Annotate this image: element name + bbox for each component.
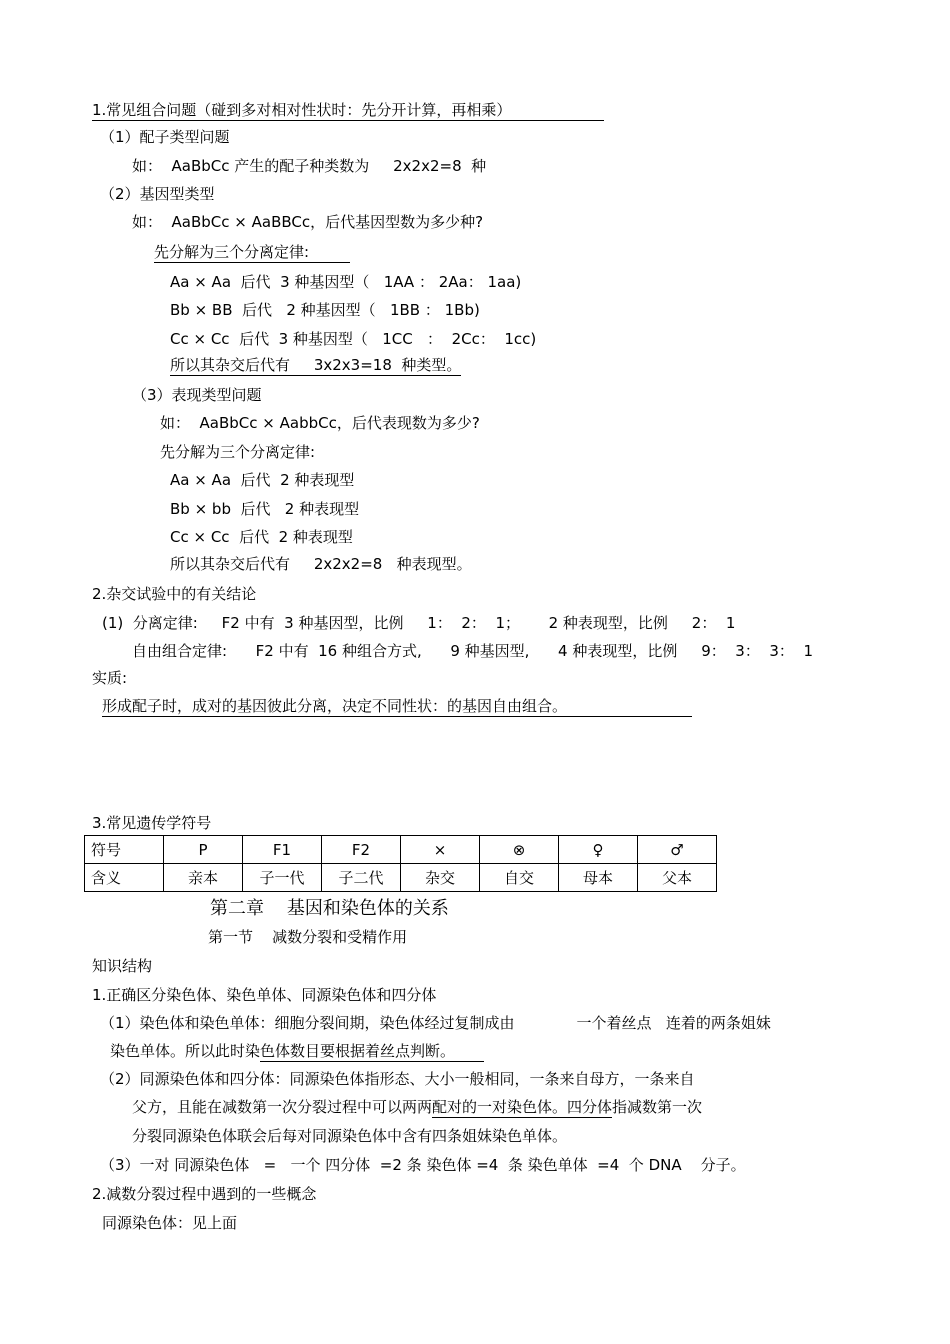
section2-title: 2.杂交试验中的有关结论 [92, 585, 257, 603]
item2-title: 2.减数分裂过程中遇到的一些概念 [92, 1185, 317, 1203]
table-cell: 子二代 [322, 864, 401, 892]
q3-line-aa: Aa × Aa 后代 2 种表现型 [170, 471, 355, 489]
table-cell: 符号 [85, 836, 164, 864]
item1-p2b-post: 指减数第一次 [612, 1098, 703, 1116]
essence-text [102, 696, 692, 717]
q2-conclusion [170, 355, 461, 376]
male-symbol-cell: ♂ [638, 836, 717, 864]
item1-p2a: （2）同源染色体和四分体：同源染色体指形态、大小一般相同，一条来自母方，一条来自 [100, 1070, 695, 1088]
section2-line1: (1) 分离定律: F2 中有 3 种基因型，比例 1： 2： 1； 2 种表现型，比例 2： 1 [102, 614, 736, 632]
item1-p2b-pre: 父方，且能在减数第一次分裂过程中可以两两 [132, 1098, 433, 1116]
table-cell: 杂交 [401, 864, 480, 892]
item1-p1b [110, 1041, 484, 1062]
table-cell: 子一代 [243, 864, 322, 892]
q3-decompose: 先分解为三个分离定律: [160, 443, 316, 461]
table-cell: F1 [243, 836, 322, 864]
item1-p1a: （1）染色体和染色单体：细胞分裂间期，染色体经过复制成由 一个着丝点 连着的两条姐妹 [100, 1014, 771, 1032]
chapter-title: 第二章 基因和染色体的关系 [210, 898, 449, 919]
item1-title: 1.正确区分染色体、染色单体、同源染色体和四分体 [92, 986, 437, 1004]
table-cell: 父本 [638, 864, 717, 892]
q2-line-bb: Bb × BB 后代 2 种基因型（ 1BB ： 1Bb) [170, 301, 480, 319]
q2-example: 如： AaBbCc × AaBBCc，后代基因型数为多少种? [132, 213, 484, 231]
selfing-symbol-cell: ⊗ [480, 836, 559, 864]
female-symbol-cell: ♀ [559, 836, 638, 864]
q1-example: 如： AaBbCc 产生的配子种类数为 2x2x2=8 种 [132, 157, 487, 175]
table-cell: P [164, 836, 243, 864]
item2-line1: 同源染色体：见上面 [102, 1214, 238, 1232]
table-row-meanings [85, 864, 717, 892]
q1-heading: （1）配子类型问题 [100, 128, 230, 146]
table-cell: 自交 [480, 864, 559, 892]
q2-conclusion-text: 所以其杂交后代有 3x2x3=18 种类型。 [170, 356, 462, 374]
essence-label: 实质: [92, 669, 128, 687]
item1-p2c: 分裂同源染色体联会后每对同源染色体中含有四条姐妹染色单体。 [132, 1127, 568, 1145]
q2-decompose [154, 242, 350, 263]
table-cell: 亲本 [164, 864, 243, 892]
item1-p1b-underlined: 色体数目要根据着丝点判断。 [260, 1041, 484, 1062]
section3-title: 3.常见遗传学符号 [92, 814, 212, 832]
section1-title [92, 100, 604, 121]
section-title: 第一节 减数分裂和受精作用 [208, 928, 408, 946]
cross-symbol-cell: × [401, 836, 480, 864]
q3-example: 如： AaBbCc × AabbCc，后代表现数为多少? [160, 414, 480, 432]
q3-heading: （3）表现类型问题 [132, 386, 262, 404]
genetic-symbols-table [84, 835, 717, 892]
q3-conclusion: 所以其杂交后代有 2x2x2=8 种表现型。 [170, 555, 472, 573]
item1-p3: （3）一对 同源染色体 = 一个 四分体 =2 条 染色体 =4 条 染色单体 =4 个 DNA 分子。 [100, 1156, 746, 1174]
table-cell: F2 [322, 836, 401, 864]
q2-line-aa: Aa × Aa 后代 3 种基因型（ 1AA ： 2Aa： 1aa) [170, 273, 522, 291]
table-cell: 含义 [85, 864, 164, 892]
item1-p1b-pre: 染色单体。所以此时染 [110, 1042, 261, 1060]
q3-line-cc: Cc × Cc 后代 2 种表现型 [170, 528, 353, 546]
table-row-symbols [85, 836, 717, 864]
item1-p2b-underlined: 配对的一对染色体。四分体 [432, 1098, 613, 1116]
q2-decompose-text: 先分解为三个分离定律: [154, 242, 350, 263]
section1-title-text: 1.常见组合问题（碰到多对相对性状时：先分开计算，再相乘） [92, 100, 604, 121]
essence-underlined: 形成配子时，成对的基因彼此分离，决定不同性状：的基因自由组合。 [102, 696, 692, 717]
q2-heading: （2）基因型类型 [100, 185, 215, 203]
table-cell: 母本 [559, 864, 638, 892]
item1-p2b [132, 1097, 702, 1118]
q2-line-cc: Cc × Cc 后代 3 种基因型（ 1CC ： 2Cc： 1cc) [170, 330, 537, 348]
knowledge-heading: 知识结构 [92, 957, 153, 975]
section2-line2: 自由组合定律: F2 中有 16 种组合方式, 9 种基因型, 4 种表现型，比例 9： 3： 3： 1 [132, 642, 813, 660]
q3-line-bb: Bb × bb 后代 2 种表现型 [170, 500, 360, 518]
